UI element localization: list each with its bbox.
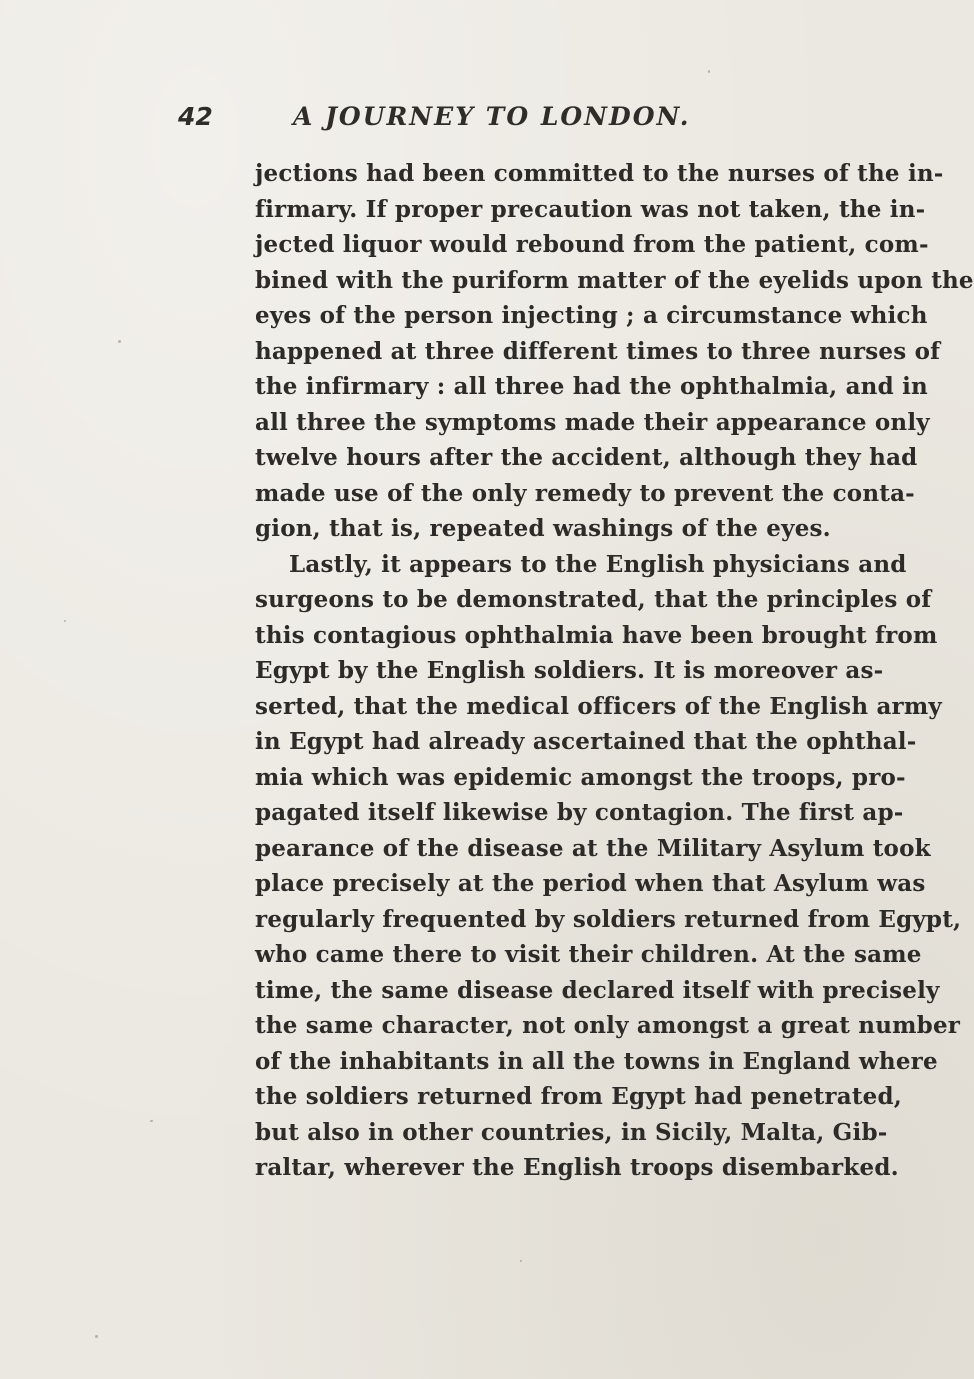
text-line: jections had been committed to the nurses of the in-: [255, 160, 944, 187]
paragraph-start-line: Lastly, it appears to the English physicians and: [289, 550, 907, 578]
text-line: bined with the puriform matter of the eyelids upon the: [255, 266, 974, 294]
body-text: [255, 156, 974, 1186]
text-line: gion, that is, repeated washings of the eyes.: [255, 515, 831, 542]
text-line: who came there to visit their children. At the same: [255, 941, 922, 968]
text-line: in Egypt had already ascertained that the ophthal-: [255, 728, 917, 755]
text-line: Egypt by the English soldiers. It is moreover as-: [255, 657, 884, 684]
running-title: A JOURNEY TO LONDON.: [293, 102, 691, 131]
text-line: made use of the only remedy to prevent the conta-: [255, 479, 915, 507]
text-line: mia which was epidemic amongst the troops, pro-: [255, 763, 906, 791]
text-line: regularly frequented by soldiers returned from Egypt,: [255, 905, 962, 933]
paper-speck: [95, 1335, 98, 1338]
text-line: of the inhabitants in all the towns in England where: [255, 1047, 938, 1075]
paper-speck: [708, 70, 710, 73]
text-line: but also in other countries, in Sicily, Malta, Gib-: [255, 1118, 888, 1146]
text-line: serted, that the medical officers of the English army: [255, 692, 942, 720]
text-line: all three the symptoms made their appearance only: [255, 408, 930, 436]
paper-speck: [520, 1260, 522, 1262]
text-line: raltar, wherever the English troops disembarked.: [255, 1154, 899, 1181]
text-line: the infirmary : all three had the ophthalmia, and in: [255, 373, 928, 400]
text-line: pearance of the disease at the Military Asylum took: [255, 834, 931, 862]
text-line: surgeons to be demonstrated, that the principles of: [255, 586, 932, 613]
text-line: firmary. If proper precaution was not taken, the in-: [255, 195, 926, 223]
page-number: 42: [178, 102, 213, 131]
paper-speck: [150, 1120, 153, 1122]
text-line: eyes of the person injecting ; a circumstance which: [255, 302, 928, 329]
paper-speck: [64, 620, 66, 622]
text-line: time, the same disease declared itself with precisely: [255, 976, 940, 1004]
text-line: the same character, not only amongst a great number: [255, 1012, 961, 1039]
text-line: happened at three different times to three nurses of: [255, 337, 941, 365]
text-line: jected liquor would rebound from the patient, com-: [255, 231, 929, 258]
text-line: place precisely at the period when that Asylum was: [255, 870, 926, 897]
text-line: the soldiers returned from Egypt had penetrated,: [255, 1083, 902, 1110]
text-line: this contagious ophthalmia have been brought from: [255, 621, 938, 649]
text-line: twelve hours after the accident, although they had: [255, 444, 918, 471]
paper-speck: [118, 340, 121, 343]
text-line: pagated itself likewise by contagion. The first ap-: [255, 799, 904, 826]
